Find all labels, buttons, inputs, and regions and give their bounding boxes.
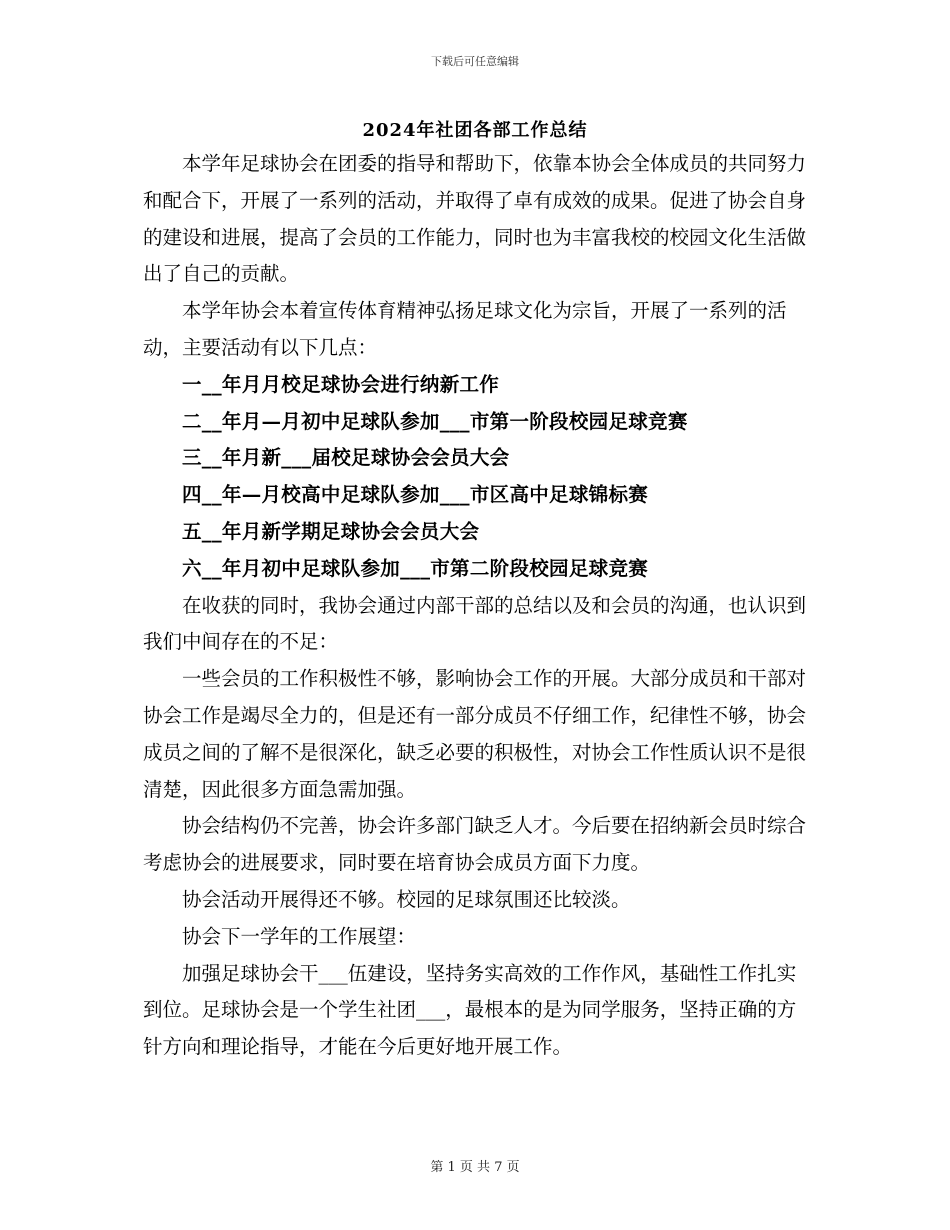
paragraph-shortcoming-3: 协会活动开展得还不够。校园的足球氛围还比较淡。 [182, 887, 631, 911]
activity-item-2: 二__年月—月初中足球队参加___市第一阶段校园足球竞赛 [182, 409, 688, 433]
paragraph-shortcoming-2: 协会结构仍不完善，协会许多部门缺乏人才。今后要在招纳新会员时综合考虑协会的进展要求，同时要在培育协会成员方面下力度。 [143, 814, 807, 875]
activity-item-4: 四__年—月校高中足球队参加___市区高中足球锦标赛 [182, 483, 649, 507]
header-note: 下载后可任意编辑 [431, 55, 519, 68]
paragraph-activities-intro: 本学年协会本着宣传体育精神弘扬足球文化为宗旨，开展了一系列的活动，主要活动有以下几点： [143, 299, 787, 359]
activity-item-6: 六__年月初中足球队参加___市第二阶段校园足球竞赛 [182, 556, 649, 580]
document-title: 2024年社团各部工作总结 [362, 120, 588, 141]
document-body [143, 146, 813, 1066]
activity-item-5: 五__年月新学期足球协会会员大会 [182, 519, 480, 543]
paragraph-shortcoming-1: 一些会员的工作积极性不够，影响协会工作的开展。大部分成员和干部对协会工作是竭尽全力的，但是还有一部分成员不仔细工作，纪律性不够，协会成员之间的了解不是很深化，缺乏必要的积极性，对协会工作性质认识不是很清楚，因此很多方面急需加强。 [143, 667, 807, 801]
page-number: 第 1 页 共 7 页 [430, 1160, 520, 1175]
paragraph-intro: 本学年足球协会在团委的指导和帮助下，依靠本协会全体成员的共同努力和配合下，开展了一系列的活动，并取得了卓有成效的成果。促进了协会自身的建设和进展，提高了会员的工作能力，同时也为丰富我校的校园文化生活做出了自己的贡献。 [143, 152, 807, 286]
paragraph-outlook-intro: 协会下一学年的工作展望： [182, 924, 417, 948]
paragraph-shortcomings-intro: 在收获的同时，我协会通过内部干部的总结以及和会员的沟通，也认识到我们中间存在的不足： [143, 593, 807, 654]
activity-item-1: 一__年月月校足球协会进行纳新工作 [182, 372, 500, 396]
paragraph-outlook-1: 加强足球协会干___伍建设，坚持务实高效的工作作风，基础性工作扎实到位。足球协会是一个学生社团___，最根本的是为同学服务，坚持正确的方针方向和理论指导，才能在今后更好地开展工作。 [143, 961, 797, 1059]
activity-item-3: 三__年月新___届校足球协会会员大会 [182, 446, 510, 470]
